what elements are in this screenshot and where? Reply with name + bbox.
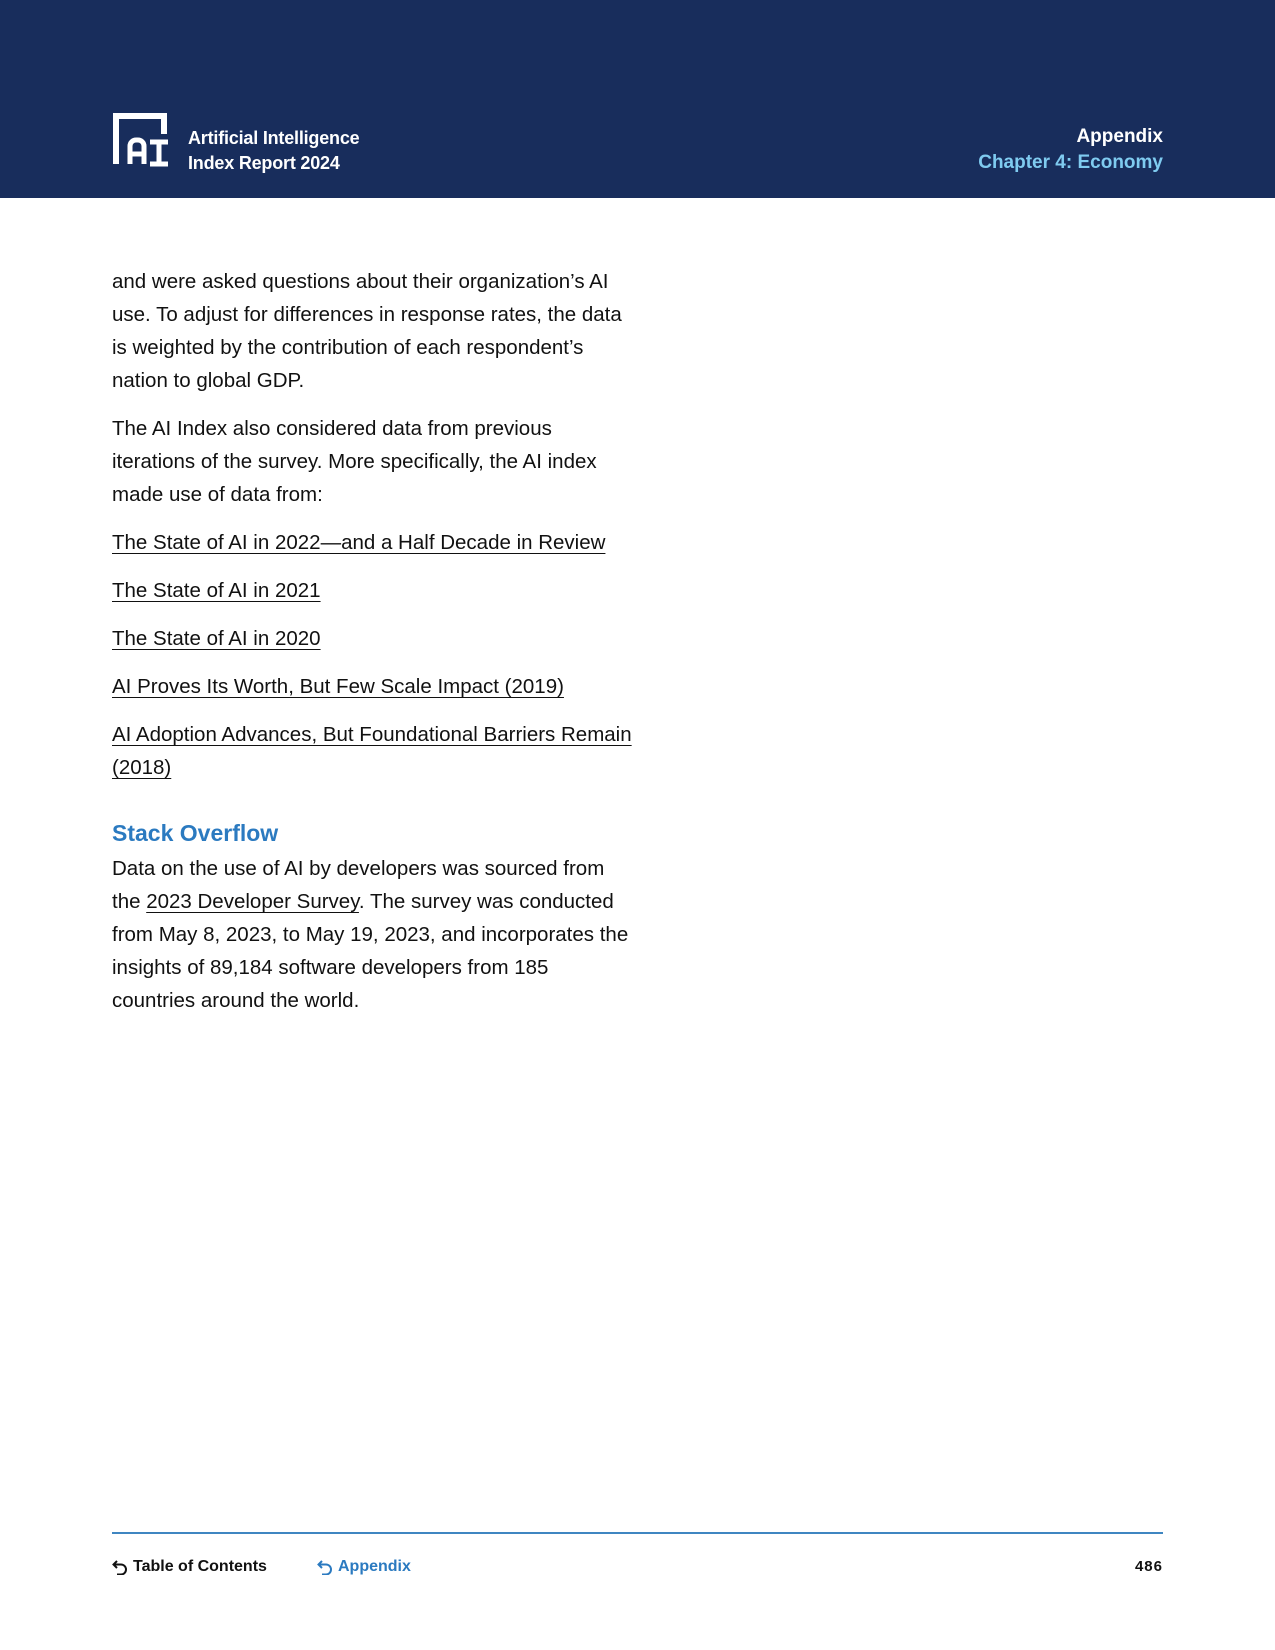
reference-link-2019[interactable]: AI Proves Its Worth, But Few Scale Impact (2019) — [112, 675, 564, 698]
page-header — [0, 0, 1275, 198]
return-arrow-icon — [317, 1559, 333, 1575]
reference-link-2020[interactable]: The State of AI in 2020 — [112, 627, 321, 650]
reference-list — [112, 526, 632, 784]
ai-index-logo-icon — [112, 112, 168, 168]
section-heading-stack-overflow: Stack Overflow — [112, 820, 279, 846]
paragraph-stack-overflow — [112, 852, 632, 1017]
paragraph-previous-iterations: The AI Index also considered data from previous iterations of the survey. More specifically, the AI index made use of data from: — [112, 417, 597, 506]
appendix-label: Appendix — [338, 1558, 411, 1575]
header-breadcrumb — [978, 124, 1163, 176]
report-title-line1: Artificial Intelligence — [188, 128, 360, 148]
return-arrow-icon — [112, 1559, 128, 1575]
paragraph-text-end: . The survey was conducted from May 8, 2023, to May 19, 2023, and incorporates the insights of 89,184 software developers from 185 countries around the world. — [112, 890, 629, 1012]
main-content — [112, 265, 632, 1032]
report-title — [188, 126, 359, 176]
paragraph-text-start: Data on the use of AI by developers was sourced from the — [112, 857, 605, 913]
developer-survey-link[interactable]: 2023 Developer Survey — [146, 890, 359, 913]
footer-divider — [112, 1532, 1163, 1534]
header-chapter[interactable]: Chapter 4: Economy — [978, 152, 1163, 173]
paragraph-weighting: and were asked questions about their organization’s AI use. To adjust for differences in response rates, the data is weighted by the contribution of each respondent’s nation to global GDP. — [112, 270, 622, 392]
reference-link-2018[interactable]: AI Adoption Advances, But Foundational Barriers Remain (2018) — [112, 723, 632, 779]
appendix-link[interactable] — [317, 1555, 411, 1579]
page-number: 486 — [1134, 1558, 1163, 1575]
table-of-contents-link[interactable] — [112, 1555, 267, 1579]
header-section[interactable]: Appendix — [1076, 126, 1163, 147]
reference-link-2022[interactable]: The State of AI in 2022—and a Half Decade in Review — [112, 531, 606, 554]
reference-link-2021[interactable]: The State of AI in 2021 — [112, 579, 321, 602]
table-of-contents-label: Table of Contents — [133, 1558, 267, 1575]
report-title-line2: Index Report 2024 — [188, 153, 340, 173]
